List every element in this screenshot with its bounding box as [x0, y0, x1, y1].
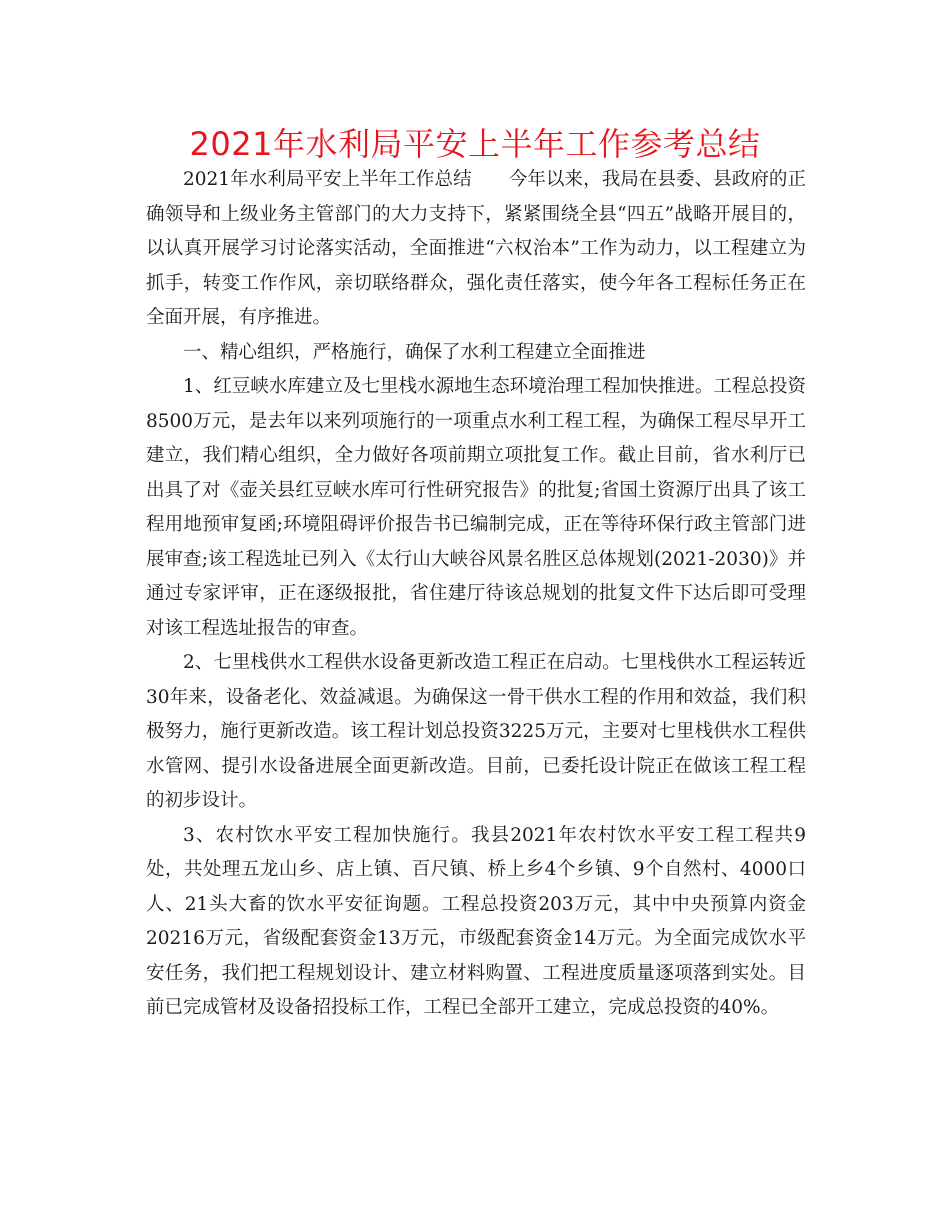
document-body — [146, 163, 806, 1026]
paragraph-item-1: 1、红豆峡水库建立及七里栈水源地生态环境治理工程加快推进。工程总投资8500万元，是去年以来列项施行的一项重点水利工程工程，为确保工程尽早开工建立，我们精心组织，全力做好各项前期立项批复工作。截止目前，省水利厅已出具了对《壶关县红豆峡水库可行性研究报告》的批复;省国土资源厅出具了该工程用地预审复函;环境阻碍评价报告书已编制完成，正在等待环保行政主管部门进展审查;该工程选址已列入《太行山大峡谷风景名胜区总体规划(2021-2030)》并通过专家评审，正在逐级报批，省住建厅待该总规划的批复文件下达后即可受理对该工程选址报告的审查。 — [146, 376, 806, 639]
document-title: 2021年水利局平安上半年工作参考总结 — [189, 125, 761, 163]
paragraph-item-3: 3、农村饮水平安工程加快施行。我县2021年农村饮水平安工程工程共9处，共处理五龙山乡、店上镇、百尺镇、桥上乡4个乡镇、9个自然村、4000口人、21头大畜的饮水平安征询题。工程总投资203万元，其中中央预算内资金20216万元，省级配套资金13万元，市级配套资金14万元。为全面完成饮水平安任务，我们把工程规划设计、建立材料购置、工程进度质量逐项落到实处。目前已完成管材及设备招投标工作，工程已全部开工建立，完成总投资的40%。 — [146, 824, 806, 1018]
paragraph-intro: 2021年水利局平安上半年工作总结 今年以来，我局在县委、县政府的正确领导和上级业务主管部门的大力支持下，紧紧围绕全县“四五”战略开展目的，以认真开展学习讨论落实活动，全面推进“六权治本”工作为动力，以工程建立为抓手，转变工作作风，亲切联络群众，强化责任落实，使今年各工程标任务正在全面开展，有序推进。 — [146, 169, 806, 328]
paragraph-section-heading: 一、精心组织，严格施行，确保了水利工程建立全面推进 — [183, 341, 646, 363]
paragraph-item-2: 2、七里栈供水工程供水设备更新改造工程正在启动。七里栈供水工程运转近30年来，设备老化、效益减退。为确保这一骨干供水工程的作用和效益，我们积极努力，施行更新改造。该工程计划总投资3225万元，主要对七里栈供水工程供水管网、提引水设备进展全面更新改造。目前，已委托设计院正在做该工程工程的初步设计。 — [146, 652, 806, 811]
